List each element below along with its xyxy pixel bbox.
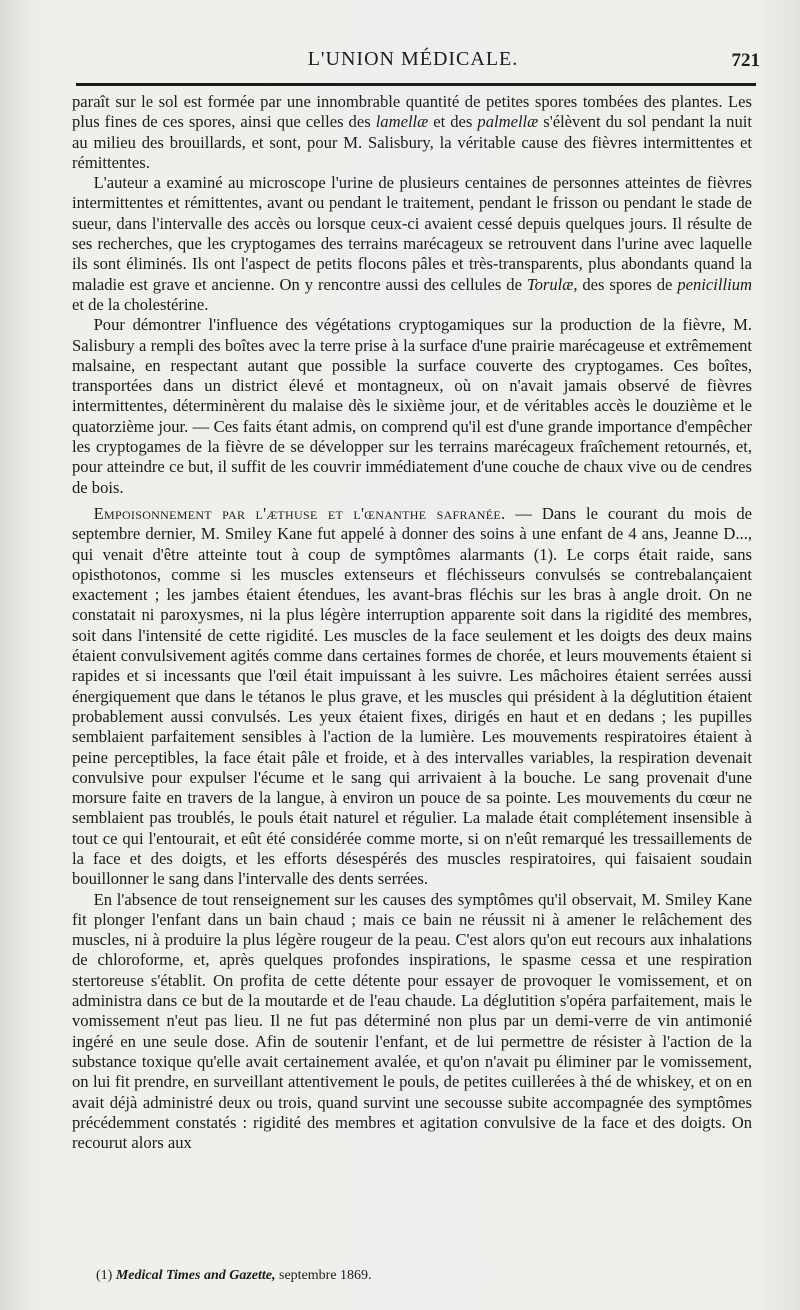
paragraph-p3 bbox=[72, 315, 752, 498]
text-run: paraît sur le sol est formée par une innombrable quantité de petites spores tombées des plantes. Les plus fines de ces spores, ainsi que celles des bbox=[72, 92, 752, 132]
text-run: , des spores de bbox=[573, 274, 678, 294]
text-run: s'élèvent du sol pendant la nuit au milieu des brouillards, et sont, pour M. Salisbury, la véritable cause des fièvres intermittentes et rémittentes. bbox=[72, 112, 752, 172]
journal-title: L'UNION MÉDICALE. bbox=[307, 48, 519, 70]
footnote bbox=[96, 1268, 372, 1284]
paragraph-p1 bbox=[72, 92, 752, 173]
section-heading: Empoisonnement par l'æthuse et l'œnanthe safranée. bbox=[93, 503, 506, 523]
header-rule bbox=[76, 83, 756, 86]
footnote-source: Medical Times and Gazette, bbox=[115, 1268, 276, 1283]
text-run: et de la cholestérine. bbox=[72, 294, 209, 314]
italic-term: lamellæ bbox=[375, 112, 429, 132]
running-header bbox=[66, 48, 760, 78]
paragraph-p5 bbox=[72, 890, 752, 1154]
page-number: 721 bbox=[731, 50, 760, 71]
footnote-date: septembre 1869. bbox=[275, 1268, 372, 1283]
footnote-marker: (1) bbox=[96, 1268, 113, 1283]
article-body bbox=[72, 92, 752, 1153]
text-run: Pour démontrer l'influence des végétations cryptogamiques sur la production de la fièvre, M. Salisbury a rempli des boîtes avec la terre prise à la surface d'une prairie marécageuse et extrêmement malsaine, en respectant autant que possible la surface couverte des cryptogames. Ces boîtes, transportées dans un district élevé et montagneux, où on n'avait jamais observé de fièvres intermittentes, déterminèrent du malaise dès le sixième jour, et de véritables accès le douzième et le quatorzième jour. — Ces faits étant admis, on comprend qu'il est d'une grande importance d'empêcher les cryptogames de la fièvre de se développer sur les terrains marécageux fraîchement retournés, et, pour atteindre ce but, il suffit de les couvrir immédiatement d'une couche de chaux vive ou de cendres de bois. bbox=[72, 315, 752, 497]
italic-term: palmellæ bbox=[477, 112, 539, 132]
italic-term: penicillium bbox=[677, 274, 752, 294]
paragraph-p4 bbox=[72, 504, 752, 890]
paragraph-p2 bbox=[72, 173, 752, 315]
text-run: L'auteur a examiné au microscope l'urine de plusieurs centaines de personnes atteintes de fièvres intermittentes et rémittentes, avant ou pendant le traitement, pendant le frisson ou pendant le stade de sueur, dans l'intervalle des accès ou lorsque ceux-ci avaient cessé depuis quelques jours. Il résulte de ses recherches, que les cryptogames des terrains marécageux se retrouvent dans l'urine avec laquelle ils sont éliminés. Ils ont l'aspect de petits flocons pâles et très-transparents, plus abondants quand la maladie est grave et ancienne. On y rencontre aussi des cellules de bbox=[72, 173, 752, 294]
text-run: et des bbox=[428, 112, 478, 132]
text-run: — Dans le courant du mois de septembre dernier, M. Smiley Kane fut appelé à donner des soins à une enfant de 4 ans, Jeanne D..., qui venait d'être atteinte tout à coup de symptômes alarmants (1). Le corps était raide, sans opisthotonos, comme si les muscles extenseurs et fléchisseurs convulsés se contrebalançaient exactement ; les jambes étaient étendues, les avant-bras fléchis sur les bras à angle droit. On ne constatait ni paroxysmes, ni la plus légère interruption apparente soit dans la rigidité des membres, soit dans l'intensité de cette rigidité. Les muscles de la face seulement et les doigts des deux mains étaient convulsivement agités comme dans certaines formes de chorée, et leurs mouvements étaient si rapides et si incessants que l'œil était impuissant à les suivre. Les mâchoires étaient serrées aussi énergiquement que dans le tétanos le plus grave, et les muscles qui président à la déglutition étaient probablement aussi convulsés. Les yeux étaient fixes, dirigés en haut et en dedans ; les pupilles semblaient parfaitement sensibles à l'action de la lumière. Les mouvements respiratoires étaient à peine perceptibles, la face était pâle et froide, et à des intervalles variables, la respiration devenait convulsive pour expulser l'écume et le sang qui arrivaient à la bouche. Le sang provenait d'une morsure faite en travers de la langue, à environ un pouce de sa pointe. Les mouvements du cœur ne semblaient pas troublés, le pouls était naturel et régulier. La malade était complétement insensible à tout ce qui l'entourait, et eût été considérée comme morte, si on n'eût remarqué les tressaillements de la face et des doigts, et les efforts désespérés des muscles respiratoires, qui faisaient soudain bouillonner le sang dans l'intervalle des dents serrées. bbox=[72, 503, 752, 889]
text-run: En l'absence de tout renseignement sur les causes des symptômes qu'il observait, M. Smiley Kane fit plonger l'enfant dans un bain chaud ; mais ce bain ne réussit ni à amener le relâchement des muscles, ni à produire la plus légère rougeur de la peau. C'est alors qu'on eut recours aux inhalations de chloroforme, et, après quelques profondes inspirations, le spasme cessa et une respiration stertoreuse s'établit. On profita de cette détente pour essayer de provoquer le vomissement, et on administra dans ce but de la moutarde et de l'eau chaude. La déglutition s'opéra parfaitement, mais le vomissement n'eut pas lieu. Il ne fut pas déterminé non plus par un demi-verre de vin antimonié ingéré en une seule dose. Afin de soutenir l'enfant, et de lui permettre de résister à l'action de la substance toxique qu'elle avait certainement avalée, et qu'on n'avait pu éliminer par le vomissement, on lui fit prendre, en surveillant attentivement le pouls, de petites cuillerées à thé de whiskey, et on en avait déjà administré deux ou trois, quand survint une secousse subite accompagnée des symptômes précédemment constatés : rigidité des membres et agitation convulsive de la face et des doigts. On recourut alors aux bbox=[72, 889, 752, 1153]
italic-term: Torulæ bbox=[526, 274, 574, 294]
